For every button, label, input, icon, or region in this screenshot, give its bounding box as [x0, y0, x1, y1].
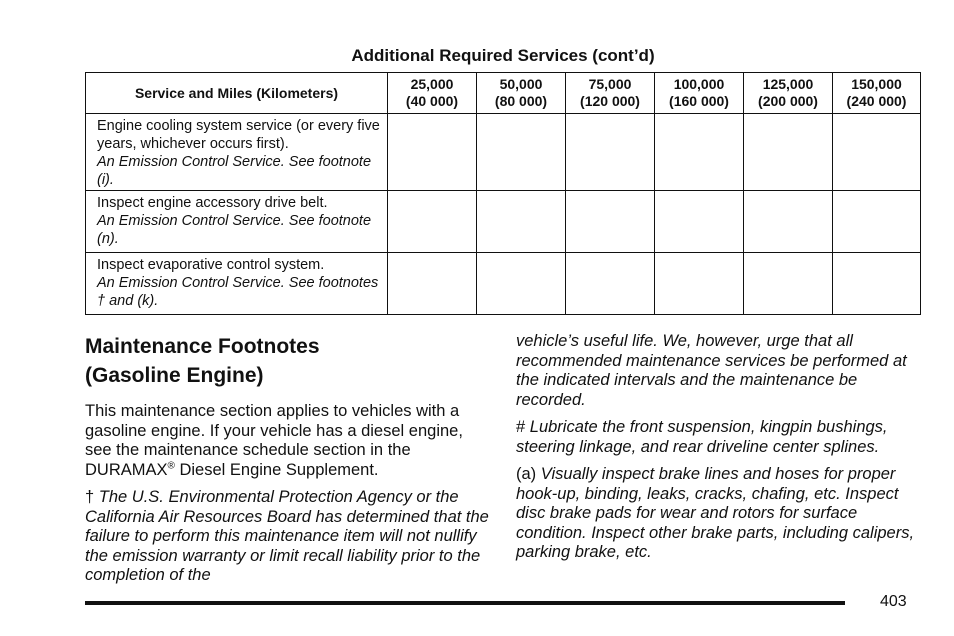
interval-cell [655, 191, 744, 253]
table-title: Additional Required Services (cont’d) [351, 46, 655, 65]
interval-cell [744, 191, 833, 253]
header-interval: 25,000 (40 000) [388, 73, 477, 114]
interval-cell [744, 114, 833, 191]
section-heading: Maintenance Footnotes (Gasoline Engine) [85, 335, 320, 387]
interval-cell [477, 114, 566, 191]
header-interval: 50,000 (80 000) [477, 73, 566, 114]
footnote-dagger-continued: vehicle’s useful life. We, however, urge that all recommended maintenance services be performed at the indicated intervals and the maintenance be recorded. [516, 332, 907, 409]
interval-cell [566, 253, 655, 315]
interval-cell [477, 253, 566, 315]
interval-cell [833, 114, 921, 191]
header-interval: 150,000 (240 000) [833, 73, 921, 114]
interval-cell [388, 191, 477, 253]
header-interval: 100,000 (160 000) [655, 73, 744, 114]
footnote-dagger: † The U.S. Environmental Protection Agency or the California Air Resources Board has determined that the failure to perform this maintenance item will not nullify the emission warranty or limit recall liability prior to the completion of the [85, 488, 489, 584]
footer-rule [85, 601, 845, 605]
footnotes-left-column [85, 332, 490, 586]
interval-cell [566, 191, 655, 253]
interval-cell [833, 191, 921, 253]
service-description: Inspect evaporative control system. An Emission Control Service. See footnotes † and (k). [86, 253, 388, 315]
interval-cell [566, 114, 655, 191]
interval-cell [388, 253, 477, 315]
registered-mark: ® [167, 460, 175, 471]
footnote-hash: # Lubricate the front suspension, kingpin bushings, steering linkage, and rear driveline center splines. [516, 418, 888, 456]
page-number: 403 [880, 593, 907, 610]
interval-cell [477, 191, 566, 253]
footnote-a: (a) Visually inspect brake lines and hoses for proper hook-up, binding, leaks, cracks, chafing, etc. Inspect disc brake pads for wear and rotors for surface condition. Inspect other brake parts, including calipers, parking brake, etc. [516, 465, 915, 561]
interval-cell [655, 253, 744, 315]
interval-cell [833, 253, 921, 315]
footnotes-right-column [516, 332, 926, 571]
service-description: Inspect engine accessory drive belt. An Emission Control Service. See footnote (n). [86, 191, 388, 253]
table-row [86, 114, 921, 191]
header-interval: 75,000 (120 000) [566, 73, 655, 114]
table-row [86, 253, 921, 315]
interval-cell [655, 114, 744, 191]
table-row [86, 191, 921, 253]
header-service: Service and Miles (Kilometers) [86, 73, 388, 114]
header-interval: 125,000 (200 000) [744, 73, 833, 114]
interval-cell [744, 253, 833, 315]
table-header-row [86, 73, 921, 114]
intro-paragraph: This maintenance section applies to vehicles with a gasoline engine. If your vehicle has a diesel engine, see the maintenance schedule section in the DURAMAX® Diesel Engine Supplement. [85, 402, 463, 479]
services-table [85, 72, 921, 315]
service-description: Engine cooling system service (or every five years, whichever occurs first). An Emission Control Service. See footnote (i). [86, 114, 388, 191]
interval-cell [388, 114, 477, 191]
